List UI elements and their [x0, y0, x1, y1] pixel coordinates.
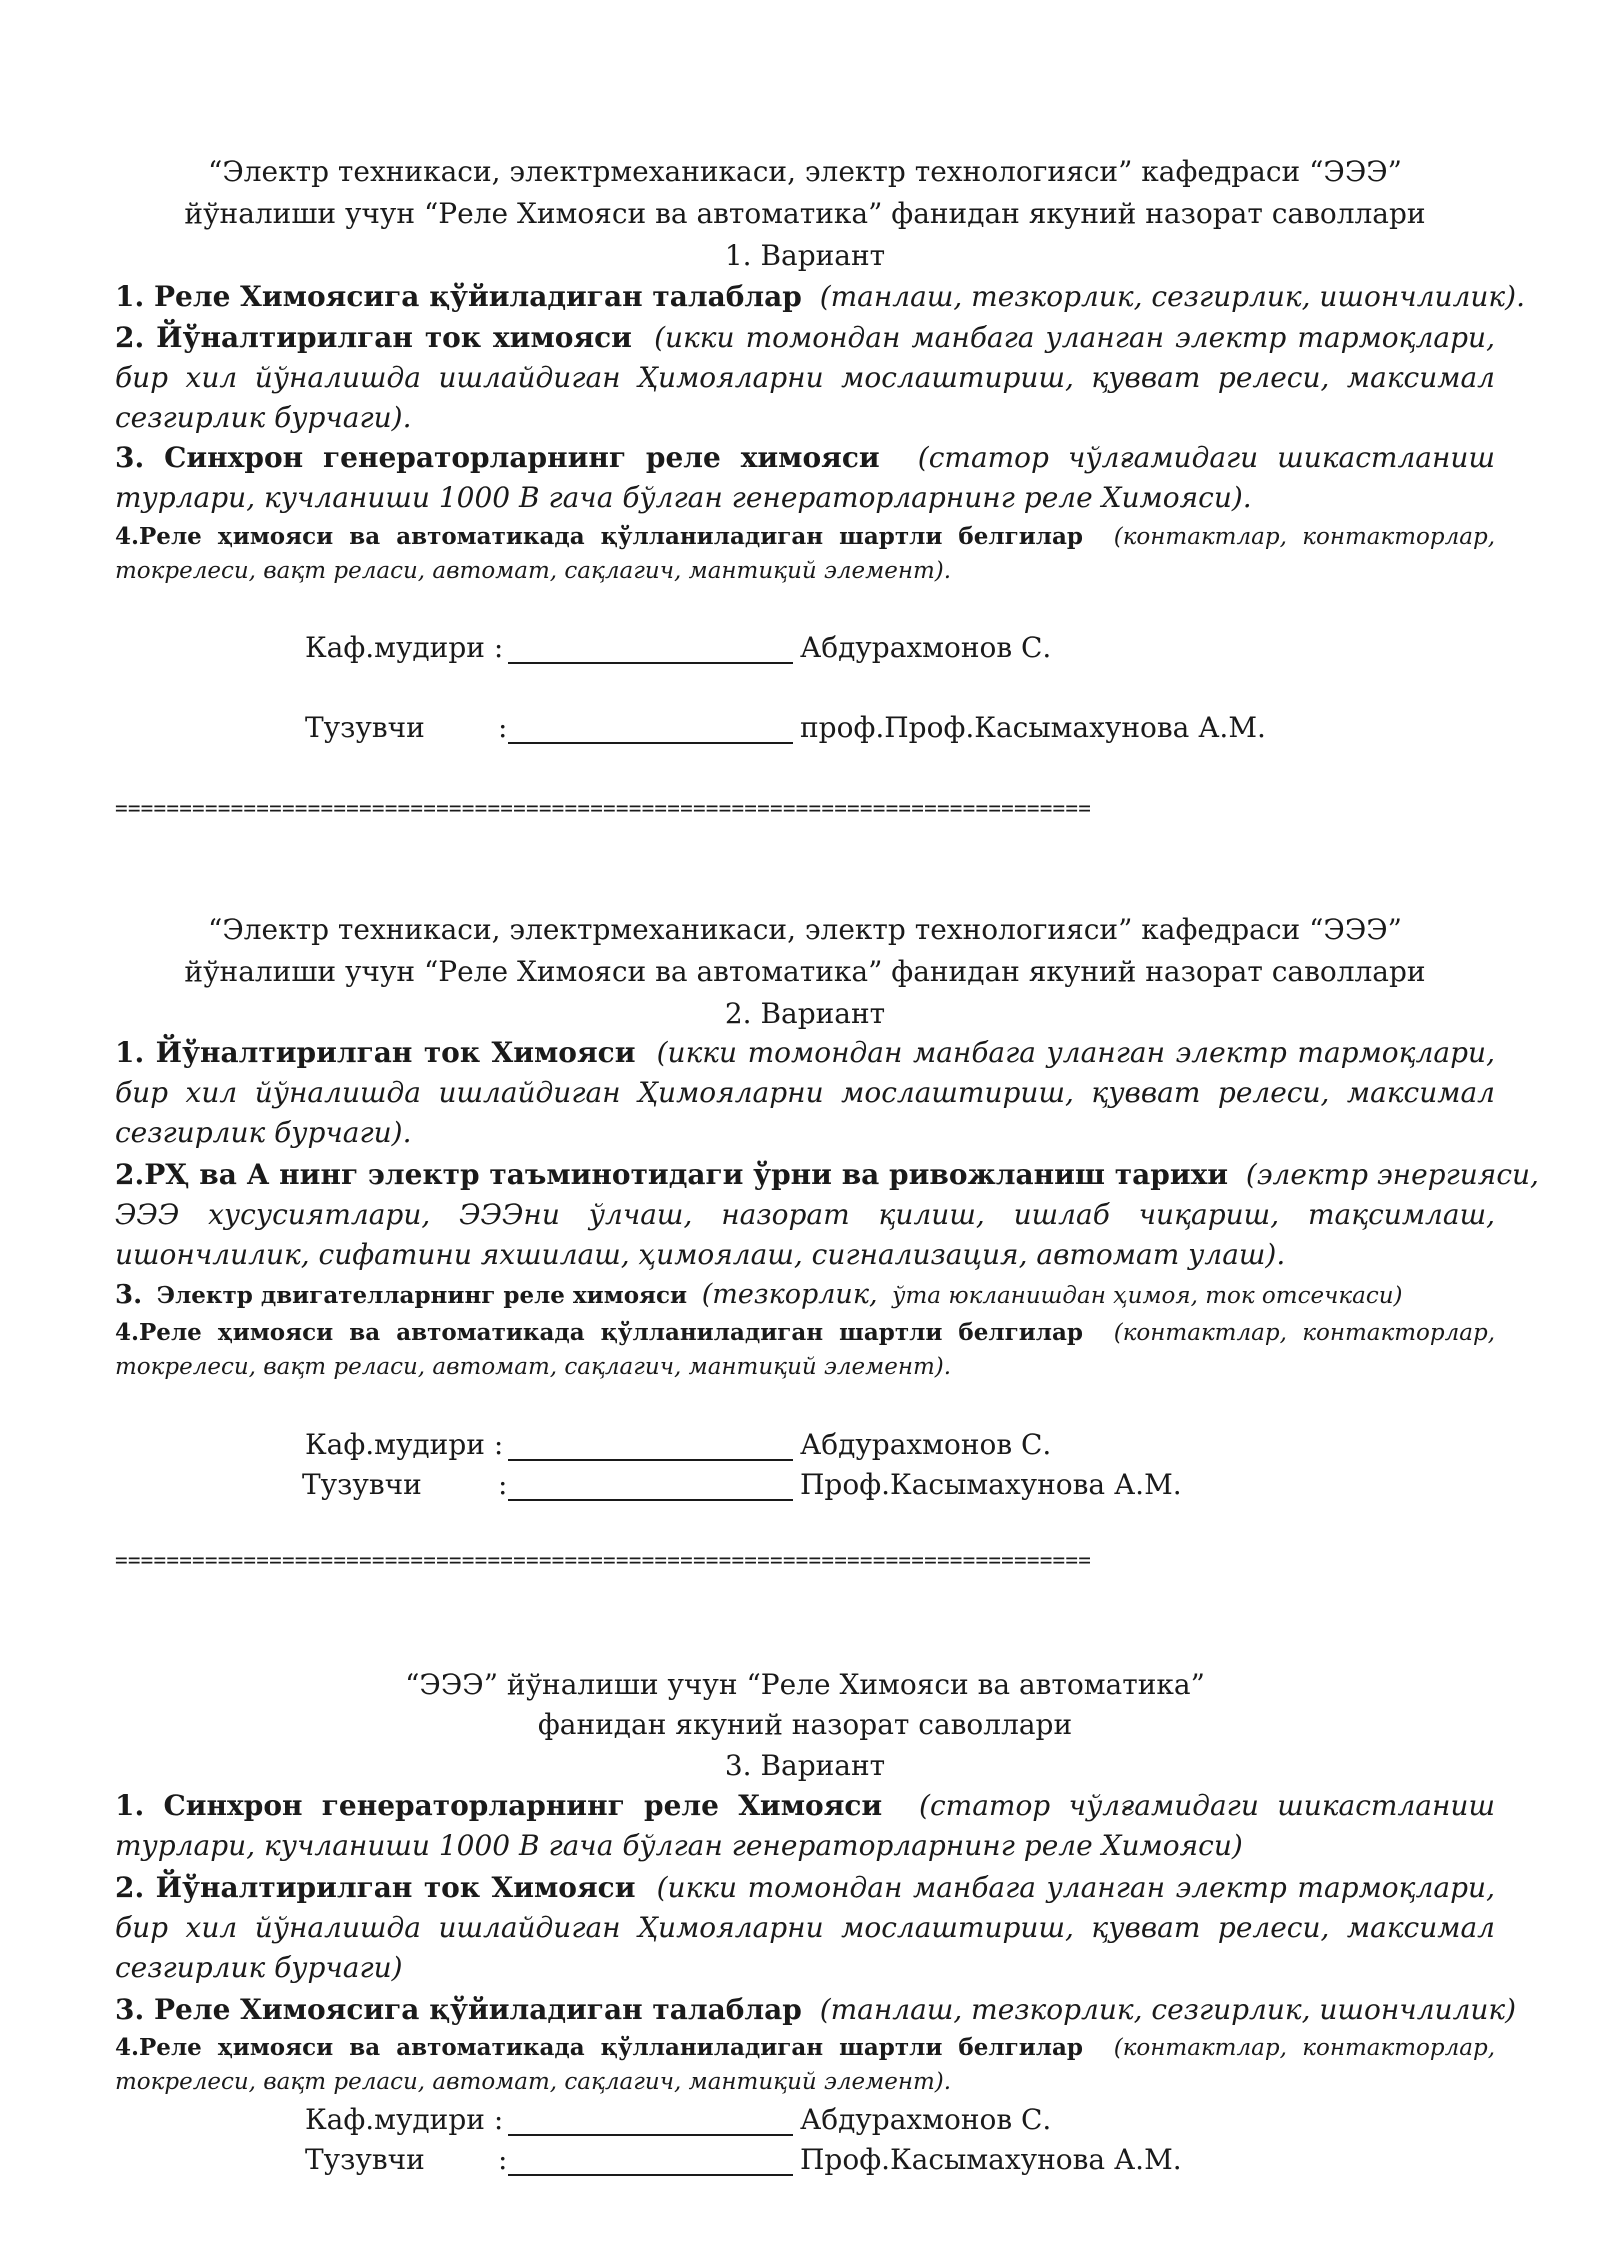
variant-2-author-colon: :: [498, 1468, 508, 1501]
variant-3-author-colon: :: [498, 2143, 508, 2176]
variant-3-question-3: [115, 1990, 1517, 2030]
question-details: (контактлар, контакторлар,: [1113, 2035, 1496, 2061]
question-details-2: ўта юкланишдан ҳимоя, ток отсечкаси): [892, 1283, 1403, 1309]
variant-3-question-4-line2: токрелеси, вақт реласи, автомат, сақлагич, мантиқий элемент).: [115, 2069, 952, 2095]
variant-1-question-3: [115, 438, 1495, 478]
variant-2-question-2: [115, 1155, 1539, 1195]
variant-3-author-name: Проф.Касымахунова А.М.: [800, 2143, 1182, 2176]
question-title: 1. Йўналтирилган ток Химояси: [115, 1036, 636, 1069]
question-title: 1. Реле Химоясига қўйиладиган талаблар: [115, 280, 802, 313]
question-details: (статор чўлғамидаги шикастланиш: [917, 441, 1495, 474]
question-title: Электр двигателларнинг реле химояси: [156, 1282, 688, 1309]
variant-3-head-label: Каф.мудири :: [305, 2103, 504, 2136]
variant-3-header-line1: “ЭЭЭ” йўналиши учун “Реле Химояси ва автоматика”: [405, 1668, 1205, 1701]
question-details: (тезкорлик,: [701, 1279, 878, 1310]
variant-2-head-label: Каф.мудири :: [305, 1428, 504, 1461]
question-title: 2. Йўналтирилган ток химояси: [115, 321, 632, 354]
variant-2-question-1-line3: сезгирлик бурчаги).: [115, 1116, 412, 1149]
variant-1-question-2-line2: бир хил йўналишда ишлайдиган Ҳимояларни мослаштириш, қувват релеси, максимал: [115, 361, 1495, 394]
question-details: (икки томондан манбага уланган электр тармоқлари,: [656, 1036, 1495, 1069]
question-title: 1. Синхрон генераторларнинг реле Химояси: [115, 1789, 883, 1822]
variant-1-author-label: Тузувчи: [305, 711, 425, 744]
variant-3-question-1: [115, 1786, 1495, 1826]
question-title: 2. Йўналтирилган ток Химояси: [115, 1871, 636, 1904]
variant-2-question-3: [115, 1278, 1495, 1312]
variant-2-question-2-line3: ишончлилик, сифатини яхшилаш, ҳимоялаш, сигнализация, автомат улаш).: [115, 1238, 1286, 1271]
variant-1-question-4-line2: токрелеси, вақт реласи, автомат, сақлагич, мантиқий элемент).: [115, 558, 952, 584]
variant-1-question-1: [115, 277, 1525, 317]
question-details: (икки томондан манбага уланган электр тармоқлари,: [654, 321, 1495, 354]
question-details: (статор чўлғамидаги шикастланиш: [919, 1789, 1495, 1822]
separator-1: ============================================================================: [115, 796, 1092, 820]
variant-1-header-line1: “Электр техникаси, электрмеханикаси, электр технологияси” кафедраси “ЭЭЭ”: [208, 155, 1402, 188]
question-title: 2.РҲ ва А нинг электр таъминотидаги ўрни ва ривожланиш тарихи: [115, 1158, 1229, 1191]
variant-2-header-line1: “Электр техникаси, электрмеханикаси, электр технологияси” кафедраси “ЭЭЭ”: [208, 913, 1402, 946]
variant-3-author-signature-line: [508, 2174, 793, 2176]
variant-1-head-name: Абдурахмонов С.: [800, 631, 1052, 664]
variant-3-head-signature-line: [508, 2134, 793, 2136]
variant-1-label: 1. Вариант: [724, 239, 886, 272]
variant-2-label: 2. Вариант: [724, 997, 886, 1030]
variant-3-question-2-line2: бир хил йўналишда ишлайдиган Ҳимояларни мослаштириш, қувват релеси, максимал: [115, 1911, 1495, 1944]
variant-3-author-label: Тузувчи: [305, 2143, 425, 2176]
question-title: 3. Реле Химоясига қўйиладиган талаблар: [115, 1993, 802, 2026]
variant-2-question-1: [115, 1033, 1495, 1073]
variant-1-head-signature-line: [508, 662, 793, 664]
question-title: 3. Синхрон генераторларнинг реле химояси: [115, 441, 880, 474]
question-details: (икки томондан манбага уланган электр тармоқлари,: [656, 1871, 1495, 1904]
variant-1-author-signature-line: [508, 742, 793, 744]
variant-3-question-2-line3: сезгирлик бурчаги): [115, 1951, 403, 1984]
variant-2-question-4-line2: токрелеси, вақт реласи, автомат, сақлагич, мантиқий элемент).: [115, 1354, 952, 1380]
variant-1-question-2: [115, 318, 1495, 358]
question-details: (контактлар, контакторлар,: [1113, 524, 1496, 550]
variant-3-header-line2: фанидан якуний назорат саволлари: [537, 1708, 1073, 1741]
variant-2-author-name: Проф.Касымахунова А.М.: [800, 1468, 1182, 1501]
separator-2: ============================================================================: [115, 1548, 1092, 1572]
variant-1-author-colon: :: [498, 711, 508, 744]
variant-1-head-label: Каф.мудири :: [305, 631, 504, 664]
question-title: 4.Реле ҳимояси ва автоматикада қўлланиладиган шартли белгилар: [115, 523, 1083, 550]
variant-3-question-1-line2: турлари, кучланиши 1000 В гача бўлган генераторларнинг реле Химояси): [115, 1829, 1243, 1862]
variant-2-author-signature-line: [508, 1499, 793, 1501]
variant-2-header-line2: йўналиши учун “Реле Химояси ва автоматика” фанидан якуний назорат саволлари: [184, 955, 1426, 988]
question-title: 4.Реле ҳимояси ва автоматикада қўлланиладиган шартли белгилар: [115, 1319, 1083, 1346]
question-title: 4.Реле ҳимояси ва автоматикада қўлланиладиган шартли белгилар: [115, 2034, 1083, 2061]
variant-2-head-name: Абдурахмонов С.: [800, 1428, 1052, 1461]
variant-1-header-line2: йўналиши учун “Реле Химояси ва автоматика” фанидан якуний назорат саволлари: [184, 197, 1426, 230]
variant-3-label: 3. Вариант: [724, 1749, 886, 1782]
variant-3-question-2: [115, 1868, 1495, 1908]
question-number: 3.: [115, 1280, 143, 1310]
variant-2-author-label: Тузувчи: [302, 1468, 422, 1501]
variant-2-question-2-line2: ЭЭЭ хусусиятлари, ЭЭЭни ўлчаш, назорат қилиш, ишлаб чиқариш, тақсимлаш,: [115, 1198, 1495, 1231]
question-details: (танлаш, тезкорлик, сезгирлик, ишончлилик).: [819, 280, 1525, 313]
variant-3-head-name: Абдурахмонов С.: [800, 2103, 1052, 2136]
variant-1-question-4: [115, 520, 1495, 554]
variant-1-question-3-line2: турлари, кучланиши 1000 В гача бўлган генераторларнинг реле Химояси).: [115, 481, 1252, 514]
question-details: (электр энергияси,: [1245, 1158, 1539, 1191]
variant-1-author-name: проф.Проф.Касымахунова А.М.: [800, 711, 1266, 744]
variant-2-question-4: [115, 1316, 1495, 1350]
variant-1-question-2-line3: сезгирлик бурчаги).: [115, 401, 412, 434]
question-details: (контактлар, контакторлар,: [1113, 1320, 1496, 1346]
question-details: (танлаш, тезкорлик, сезгирлик, ишончлилик): [819, 1993, 1517, 2026]
variant-3-question-4: [115, 2031, 1495, 2065]
variant-2-question-1-line2: бир хил йўналишда ишлайдиган Ҳимояларни мослаштириш, қувват релеси, максимал: [115, 1076, 1495, 1109]
variant-2-head-signature-line: [508, 1459, 793, 1461]
